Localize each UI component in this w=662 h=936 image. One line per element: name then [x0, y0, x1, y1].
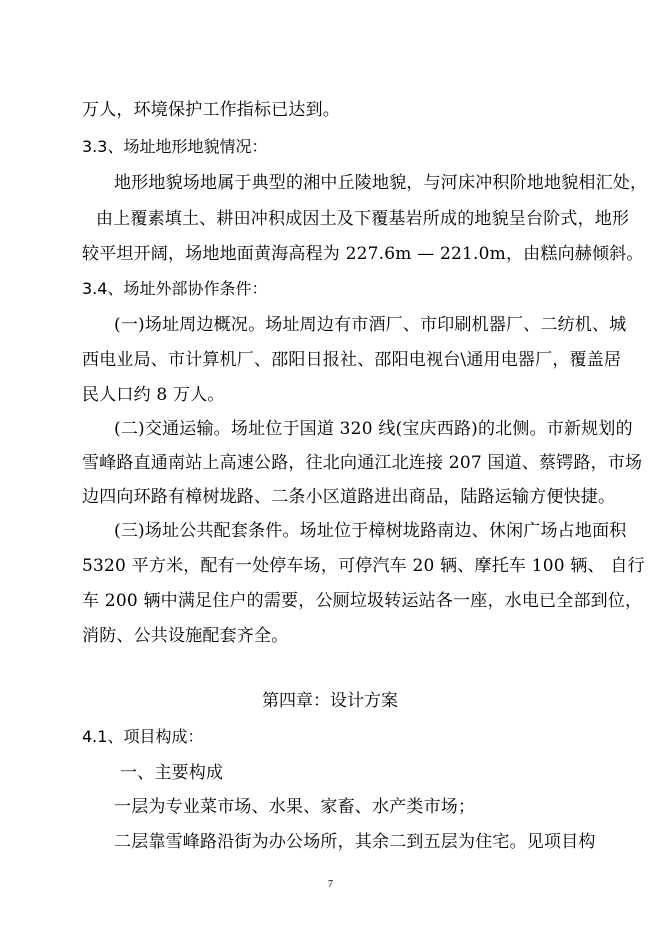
text-line: (三)场址公共配套条件。场址位于樟树垅路南边、休闲广场占地面积 — [114, 521, 627, 541]
text-line: 万人，环境保护工作指标已达到。 — [82, 100, 340, 120]
text-line: 雪峰路直通南站上高速公路，往北向通江北连接 207 国道、蔡锷路，市场 — [82, 453, 643, 473]
text-line: (二)交通运输。场址位于国道 320 线(宝庆西路)的北侧。市新规划的 — [114, 419, 633, 439]
text-line: 一层为专业菜市场、水果、家畜、水产类市场； — [114, 797, 476, 817]
text-line: (一)场址周边概况。场址周边有市酒厂、市印刷机器厂、二纺机、城 — [114, 315, 627, 335]
text-line: 西电业局、市计算机厂、邵阳日报社、邵阳电视台\通用电器厂，覆盖居 — [82, 350, 622, 370]
text-line: 边四向环路有樟树垅路、二条小区道路进出商品，陆路运输方便快捷。 — [82, 487, 616, 507]
section-heading-3-4: 3.4、场址外部协作条件： — [82, 279, 268, 298]
text-line: 民人口约 8 万人。 — [82, 385, 225, 405]
section-heading-3-3: 3.3、场址地形地貌情况： — [82, 137, 268, 156]
text-line: 二层靠雪峰路沿街为办公场所，其余二到五层为住宅。见项目构 — [114, 832, 596, 852]
text-line: 较平坦开阔，场地地面黄海高程为 227.6m — 221.0m，由糕向赫倾斜。 — [82, 244, 644, 264]
text-line: 由上覆素填土、耕田冲积成因土及下覆基岩所成的地貌呈台阶式，地形 — [96, 209, 630, 229]
text-line: 5320 平方米，配有一处停车场，可停汽车 20 辆、摩托车 100 辆、 自行 — [82, 556, 645, 576]
page-number: 7 — [328, 879, 333, 890]
text-line: 一、主要构成 — [120, 763, 224, 783]
text-line: 车 200 辆中满足住户的需要，公厕垃圾转运站各一座，水电已全部到位， — [82, 591, 643, 611]
text-line: 消防、公共设施配套齐全。 — [82, 626, 289, 646]
chapter-title: 第四章：设计方案 — [262, 691, 398, 711]
text-line: 地形地貌场地属于典型的湘中丘陵地貌，与河床冲积阶地地貌相汇处， — [114, 173, 648, 193]
section-heading-4-1: 4.1、项目构成： — [82, 727, 204, 746]
